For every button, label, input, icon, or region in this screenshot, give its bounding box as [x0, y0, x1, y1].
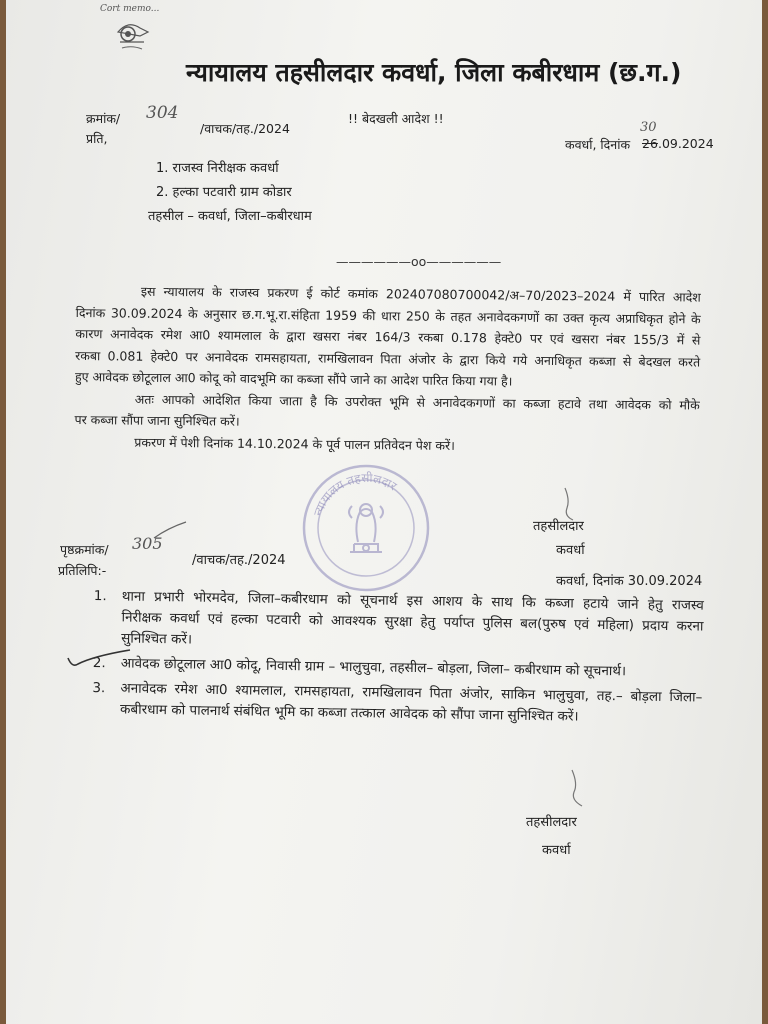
copy-number-2: 2. [92, 654, 106, 672]
copy-2-text: आवेदक छोटूलाल आ0 कोदू, निवासी ग्राम – भालुचुवा, तहसील– बोड़ला, जिला– कबीरधाम को सूचनार्थ। [120, 655, 627, 680]
copy-item-3 [92, 678, 703, 730]
signature-place-1: कवर्धा [556, 543, 585, 558]
copy-item-1 [93, 586, 704, 659]
recipient-2: 2. हल्का पटवारी ग्राम कोडार [156, 185, 292, 200]
order-line-2: दिनांक 30.09.2024 के अनुसार छ.ग.भू.रा.संहिता 1959 की धारा 250 के तहत अनावेदकगणों का उक्त कृत्य अप्राधिकृत होने के [75, 304, 701, 327]
order-line-5: हुए आवेदक छोटूलाल आ0 कोदू को वादभूमि का कब्जा सौंपे जाने का आदेश पारित किया गया है। [74, 368, 513, 389]
checkmark-icon [64, 644, 134, 672]
date-prefix: कवर्धा, दिनांक [565, 137, 631, 152]
copies-list [92, 586, 704, 730]
endorsement-date: कवर्धा, दिनांक 30.09.2024 [556, 574, 703, 589]
copy-number-3: 3. [92, 679, 106, 697]
court-seal-icon [298, 462, 434, 594]
copy-3-line-2: कबीरधाम को पालनार्थ संबंधित भूमि का कब्जा तत्काल आवेदक को सौंपा जाना सुनिश्चित करें। [119, 701, 579, 725]
recipient-1: 1. राजस्व निरीक्षक कवर्धा [156, 161, 279, 176]
copy-1-line-3: सुनिश्चित करें। [121, 630, 193, 648]
cort-memo-note: Cort memo... [100, 4, 160, 14]
copy-1-line-2: निरीक्षक कवर्धा एवं हल्का पटवारी को आवश्यक सुरक्षा हेतु पर्याप्त पुलिस बल(पुरुष एवं महिला) प्रदाय करना [121, 609, 704, 635]
kramank-number-handwritten: 304 [146, 103, 179, 123]
signature-place-2: कवर्धा [542, 843, 571, 858]
endorsement-label: पृष्ठक्रमांक/ [60, 542, 109, 557]
copy-number-1: 1. [93, 587, 107, 605]
kramank-label: क्रमांक/ [86, 111, 121, 126]
signature-designation-1: तहसीलदार [533, 519, 584, 534]
court-title: न्यायालय तहसीलदार कवर्धा, जिला कबीरधाम (छ.ग.) [186, 58, 682, 87]
document-page [6, 0, 762, 1024]
order-line-6: अतः आपको आदेशित किया जाता है कि उपरोक्त भूमि से अनावेदकगणों का कब्जा हटावे तथा आवेदक को मौके [134, 391, 700, 413]
pratilipi-label: प्रतिलिपि:- [58, 563, 107, 578]
separator: ——————oo—————— [336, 254, 502, 269]
date-day-handwritten: 30 [640, 120, 657, 135]
endorsement-number-handwritten: 305 [132, 534, 163, 553]
signature-mark-2-icon [568, 768, 588, 808]
order-line-3: कारण अनावेदक रमेश आ0 श्यामलाल के द्वारा खसरा नंबर 164/3 रकबा 0.178 हेक्टे0 पर एवं खसरा नंबर 155/3 में से [75, 325, 701, 348]
copy-1-line-1: थाना प्रभारी भोरमदेव, जिला–कबीरधाम को सूचनार्थ इस आशय के साथ कि कब्जा हटाये जाने हेतु राजस्व [121, 588, 704, 614]
signature-designation-2: तहसीलदार [526, 815, 577, 830]
seal-text: न्यायालय तहसीलदार [310, 470, 400, 518]
handwritten-stroke-icon [152, 520, 188, 540]
svg-text:न्यायालय तहसीलदार [311, 471, 400, 518]
date-struck: 26 [642, 136, 658, 151]
prati-label: प्रति, [86, 131, 108, 146]
date-rest: .09.2024 [658, 136, 714, 151]
satyamev-logo-icon [114, 18, 152, 54]
order-line-1: इस न्यायालय के राजस्व प्रकरण ई कोर्ट कमांक 202407080700042/अ–70/2023–2024 में पारित आदेश [140, 283, 701, 305]
order-line-8: प्रकरण में पेशी दिनांक 14.10.2024 के पूर्व पालन प्रतिवेदन पेश करें। [134, 434, 455, 453]
order-line-7: पर कब्जा सौंपा जाना सुनिश्चित करें। [74, 411, 240, 429]
order-title: !! बेदखली आदेश !! [348, 111, 444, 126]
endorsement-suffix: /वाचक/तह./2024 [192, 553, 286, 568]
kramank-suffix: /वाचक/तह./2024 [200, 121, 290, 136]
order-line-4: रकबा 0.081 हेक्टे0 पर अनावेदक रामसहायता, रामखिलावन पिता अंजोर के द्वारा किये गये अनाधिकृत कब्जा से बेदखल करते [75, 347, 701, 370]
recipient-3: तहसील – कवर्धा, जिला–कबीरधाम [148, 209, 312, 224]
order-paragraph [74, 280, 701, 459]
copy-3-line-1: अनावेदक रमेश आ0 श्यामलाल, रामसहायता, रामखिलावन पिता अंजोर, साकिन भालुचुवा, तह.– बोड़ला जिला– [120, 680, 703, 706]
